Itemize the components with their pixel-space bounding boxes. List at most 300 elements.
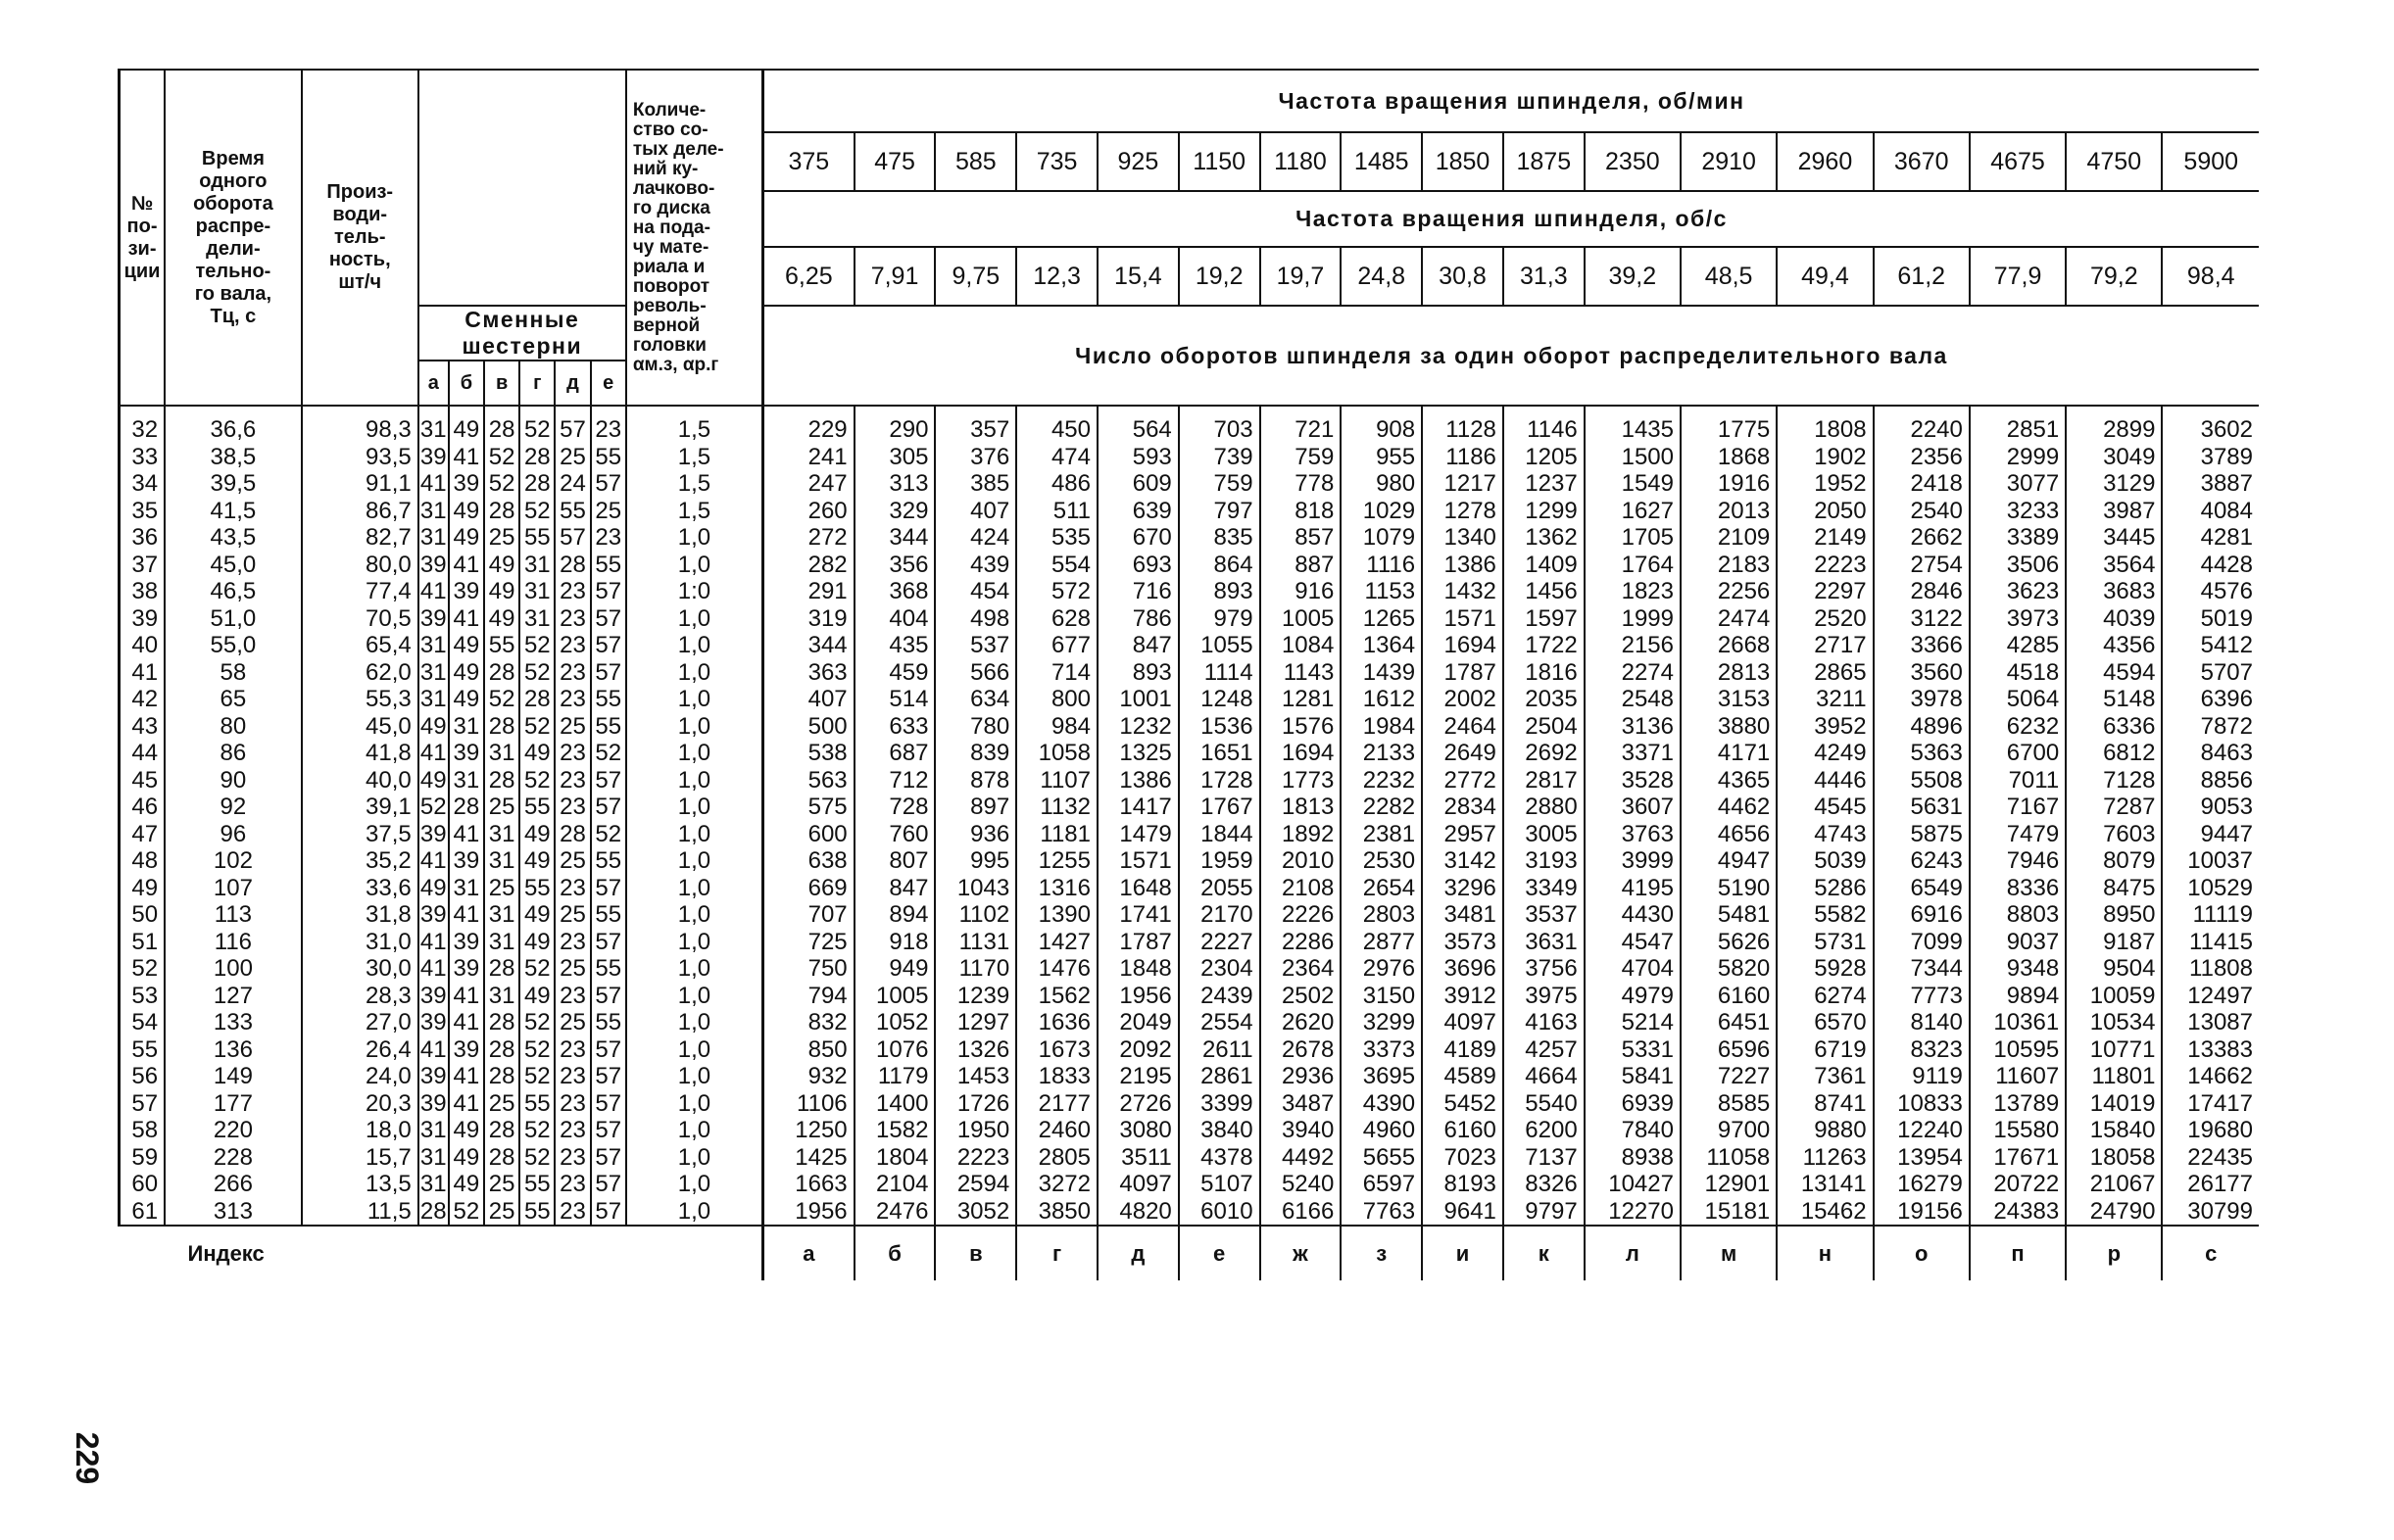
spindle-revs: 404 — [855, 605, 936, 633]
gear-teeth: 49 — [484, 578, 519, 605]
table-row — [120, 1198, 2260, 1227]
gear-teeth: 25 — [555, 444, 590, 471]
spindle-revs: 10037 — [2162, 847, 2259, 875]
spindle-revs: 4039 — [2066, 605, 2162, 633]
spindle-revs: 2662 — [1874, 524, 1970, 552]
spindle-revs: 6451 — [1681, 1009, 1777, 1036]
position-no: 38 — [120, 578, 166, 605]
spindle-revs: 11808 — [2162, 955, 2259, 983]
spindle-revs: 272 — [763, 524, 855, 552]
spindle-revs: 1143 — [1260, 659, 1342, 687]
gear-teeth: 57 — [591, 929, 626, 956]
spindle-revs: 1868 — [1681, 444, 1777, 471]
gear-teeth: 55 — [591, 847, 626, 875]
gear-teeth: 55 — [519, 875, 555, 902]
spindle-revs: 1576 — [1260, 713, 1342, 741]
spindle-revs: 759 — [1260, 444, 1342, 471]
index-letter: п — [1970, 1226, 2066, 1280]
spindle-revs: 857 — [1260, 524, 1342, 552]
cam-divisions: 1,0 — [626, 901, 763, 929]
spindle-revs: 4446 — [1777, 767, 1873, 794]
spindle-revs: 1052 — [855, 1009, 936, 1036]
spindle-revs: 7227 — [1681, 1063, 1777, 1090]
spindle-revs: 247 — [763, 470, 855, 498]
table-row — [120, 524, 2260, 552]
gear-teeth: 31 — [418, 659, 449, 687]
spindle-revs: 10534 — [2066, 1009, 2162, 1036]
spindle-revs: 609 — [1098, 470, 1179, 498]
gear-teeth: 28 — [484, 1063, 519, 1090]
spindle-revs: 2865 — [1777, 659, 1873, 687]
rps-value: 49,4 — [1777, 247, 1873, 306]
table-row — [120, 1171, 2260, 1198]
spindle-revs: 4492 — [1260, 1144, 1342, 1172]
position-no: 41 — [120, 659, 166, 687]
spindle-revs: 2304 — [1179, 955, 1260, 983]
spindle-revs: 9037 — [1970, 929, 2066, 956]
spindle-revs: 5731 — [1777, 929, 1873, 956]
spindle-revs: 535 — [1016, 524, 1098, 552]
gear-teeth: 23 — [555, 740, 590, 767]
spindle-revs: 2364 — [1260, 955, 1342, 983]
productivity: 77,4 — [302, 578, 418, 605]
spindle-revs: 6597 — [1341, 1171, 1422, 1198]
spindle-revs: 1043 — [935, 875, 1016, 902]
gear-teeth: 49 — [449, 406, 484, 444]
rps-value: 6,25 — [763, 247, 855, 306]
position-no: 42 — [120, 686, 166, 713]
spindle-revs: 12497 — [2162, 983, 2259, 1010]
gear-teeth: 55 — [519, 794, 555, 821]
gear-letter: в — [484, 361, 519, 406]
spindle-revs: 6166 — [1260, 1198, 1342, 1227]
header-rps-title: Частота вращения шпинделя, об/с — [763, 191, 2259, 247]
spindle-revs: 5631 — [1874, 794, 1970, 821]
gear-teeth: 52 — [418, 794, 449, 821]
spindle-revs: 18058 — [2066, 1144, 2162, 1172]
position-no: 47 — [120, 821, 166, 848]
rps-value: 48,5 — [1681, 247, 1777, 306]
gear-teeth: 23 — [591, 406, 626, 444]
spindle-revs: 8475 — [2066, 875, 2162, 902]
cycle-time: 58 — [165, 659, 302, 687]
spindle-revs: 2817 — [1503, 767, 1585, 794]
spindle-revs: 3366 — [1874, 632, 1970, 659]
spindle-revs: 2530 — [1341, 847, 1422, 875]
spindle-revs: 1435 — [1585, 406, 1681, 444]
cycle-time: 36,6 — [165, 406, 302, 444]
spindle-revs: 984 — [1016, 713, 1098, 741]
header-productivity: Произ- води- тель- ность, шт/ч — [302, 70, 418, 406]
index-letter: а — [763, 1226, 855, 1280]
cycle-time: 100 — [165, 955, 302, 983]
gear-teeth: 57 — [591, 659, 626, 687]
spindle-revs: 3445 — [2066, 524, 2162, 552]
spindle-revs: 638 — [763, 847, 855, 875]
spindle-revs: 2649 — [1422, 740, 1503, 767]
spindle-revs: 1694 — [1260, 740, 1342, 767]
cam-divisions: 1,0 — [626, 1198, 763, 1227]
spindle-revs: 887 — [1260, 552, 1342, 579]
cam-divisions: 1,0 — [626, 847, 763, 875]
gear-teeth: 28 — [555, 821, 590, 848]
gear-teeth: 25 — [484, 875, 519, 902]
spindle-revs: 6812 — [2066, 740, 2162, 767]
spindle-revs: 800 — [1016, 686, 1098, 713]
spindle-revs: 6243 — [1874, 847, 1970, 875]
cam-divisions: 1,0 — [626, 983, 763, 1010]
table-row — [120, 578, 2260, 605]
spindle-revs: 260 — [763, 498, 855, 525]
gear-teeth: 55 — [591, 901, 626, 929]
rpm-value: 3670 — [1874, 132, 1970, 191]
spindle-revs: 2013 — [1681, 498, 1777, 525]
spindle-revs: 17671 — [1970, 1144, 2066, 1172]
gear-teeth: 23 — [555, 1198, 590, 1227]
gear-teeth: 55 — [591, 444, 626, 471]
position-no: 48 — [120, 847, 166, 875]
spindle-revs: 21067 — [2066, 1171, 2162, 1198]
spindle-revs: 1673 — [1016, 1036, 1098, 1064]
gear-teeth: 41 — [418, 955, 449, 983]
spindle-revs: 3975 — [1503, 983, 1585, 1010]
gear-teeth: 23 — [555, 1117, 590, 1144]
cam-divisions: 1,0 — [626, 1036, 763, 1064]
spindle-revs: 2092 — [1098, 1036, 1179, 1064]
gear-teeth: 28 — [484, 1009, 519, 1036]
spindle-revs: 3952 — [1777, 713, 1873, 741]
spindle-revs: 1848 — [1098, 955, 1179, 983]
spindle-revs: 1787 — [1422, 659, 1503, 687]
spindle-revs: 5626 — [1681, 929, 1777, 956]
spindle-revs: 3999 — [1585, 847, 1681, 875]
spindle-revs: 6396 — [2162, 686, 2259, 713]
spindle-revs: 9894 — [1970, 983, 2066, 1010]
spindle-revs: 2554 — [1179, 1009, 1260, 1036]
cam-divisions: 1,5 — [626, 498, 763, 525]
productivity: 93,5 — [302, 444, 418, 471]
spindle-revs: 2149 — [1777, 524, 1873, 552]
spindle-revs: 11801 — [2066, 1063, 2162, 1090]
spindle-revs: 7167 — [1970, 794, 2066, 821]
position-no: 46 — [120, 794, 166, 821]
gear-teeth: 49 — [519, 929, 555, 956]
position-no: 36 — [120, 524, 166, 552]
spindle-revs: 6160 — [1422, 1117, 1503, 1144]
reference-table — [118, 69, 2259, 1280]
position-no: 56 — [120, 1063, 166, 1090]
index-letter: в — [935, 1226, 1016, 1280]
spindle-revs: 357 — [935, 406, 1016, 444]
position-no: 59 — [120, 1144, 166, 1172]
gear-teeth: 41 — [449, 1090, 484, 1118]
spindle-revs: 9504 — [2066, 955, 2162, 983]
spindle-revs: 537 — [935, 632, 1016, 659]
cam-divisions: 1,0 — [626, 955, 763, 983]
cam-divisions: 1,5 — [626, 470, 763, 498]
productivity: 65,4 — [302, 632, 418, 659]
spindle-revs: 1232 — [1098, 713, 1179, 741]
rpm-value: 585 — [935, 132, 1016, 191]
spindle-revs: 4820 — [1098, 1198, 1179, 1227]
table-row — [120, 686, 2260, 713]
spindle-revs: 7099 — [1874, 929, 1970, 956]
spindle-revs: 1773 — [1260, 767, 1342, 794]
spindle-revs: 6570 — [1777, 1009, 1873, 1036]
gear-teeth: 31 — [519, 578, 555, 605]
spindle-revs: 1316 — [1016, 875, 1098, 902]
spindle-revs: 1278 — [1422, 498, 1503, 525]
gear-teeth: 52 — [519, 1036, 555, 1064]
spindle-revs: 2109 — [1681, 524, 1777, 552]
spindle-revs: 1114 — [1179, 659, 1260, 687]
gear-teeth: 23 — [555, 875, 590, 902]
gear-teeth: 28 — [484, 1036, 519, 1064]
gear-teeth: 31 — [484, 740, 519, 767]
gear-teeth: 41 — [449, 983, 484, 1010]
spindle-revs: 2177 — [1016, 1090, 1098, 1118]
gear-teeth: 41 — [449, 605, 484, 633]
spindle-revs: 19680 — [2162, 1117, 2259, 1144]
rps-value: 79,2 — [2066, 247, 2162, 306]
spindle-revs: 3560 — [1874, 659, 1970, 687]
spindle-revs: 1816 — [1503, 659, 1585, 687]
gear-teeth: 55 — [591, 1009, 626, 1036]
spindle-revs: 1265 — [1341, 605, 1422, 633]
gear-teeth: 49 — [519, 740, 555, 767]
rps-value: 31,3 — [1503, 247, 1585, 306]
spindle-revs: 1663 — [763, 1171, 855, 1198]
spindle-revs: 5039 — [1777, 847, 1873, 875]
gear-teeth: 49 — [484, 552, 519, 579]
rpm-value: 1485 — [1341, 132, 1422, 191]
spindle-revs: 1741 — [1098, 901, 1179, 929]
gear-teeth: 49 — [519, 983, 555, 1010]
spindle-revs: 3763 — [1585, 821, 1681, 848]
gear-teeth: 28 — [519, 470, 555, 498]
rpm-value: 2960 — [1777, 132, 1873, 191]
productivity: 24,0 — [302, 1063, 418, 1090]
cycle-time: 55,0 — [165, 632, 302, 659]
spindle-revs: 7479 — [1970, 821, 2066, 848]
gear-teeth: 25 — [555, 955, 590, 983]
gear-teeth: 52 — [591, 740, 626, 767]
spindle-revs: 15462 — [1777, 1198, 1873, 1227]
spindle-revs: 936 — [935, 821, 1016, 848]
gear-teeth: 52 — [519, 659, 555, 687]
spindle-revs: 511 — [1016, 498, 1098, 525]
spindle-revs: 459 — [855, 659, 936, 687]
spindle-revs: 1297 — [935, 1009, 1016, 1036]
spindle-revs: 9187 — [2066, 929, 2162, 956]
spindle-revs: 2540 — [1874, 498, 1970, 525]
rps-value: 39,2 — [1585, 247, 1681, 306]
spindle-revs: 778 — [1260, 470, 1342, 498]
spindle-revs: 4365 — [1681, 767, 1777, 794]
cam-divisions: 1,0 — [626, 713, 763, 741]
spindle-revs: 3789 — [2162, 444, 2259, 471]
cam-divisions: 1,0 — [626, 821, 763, 848]
cam-divisions: 1,0 — [626, 686, 763, 713]
spindle-revs: 4097 — [1098, 1171, 1179, 1198]
spindle-revs: 1005 — [1260, 605, 1342, 633]
spindle-revs: 1409 — [1503, 552, 1585, 579]
spindle-revs: 3940 — [1260, 1117, 1342, 1144]
gear-teeth: 23 — [555, 983, 590, 1010]
gear-teeth: 25 — [555, 1009, 590, 1036]
spindle-revs: 2104 — [855, 1171, 936, 1198]
cam-divisions: 1,0 — [626, 1117, 763, 1144]
gear-teeth: 49 — [519, 847, 555, 875]
spindle-revs: 4462 — [1681, 794, 1777, 821]
spindle-revs: 2240 — [1874, 406, 1970, 444]
spindle-revs: 3528 — [1585, 767, 1681, 794]
spindle-revs: 11607 — [1970, 1063, 2066, 1090]
spindle-revs: 1956 — [763, 1198, 855, 1227]
spindle-revs: 2504 — [1503, 713, 1585, 741]
position-no: 60 — [120, 1171, 166, 1198]
spindle-revs: 759 — [1179, 470, 1260, 498]
spindle-revs: 995 — [935, 847, 1016, 875]
gear-teeth: 28 — [555, 552, 590, 579]
rpm-value: 5900 — [2162, 132, 2259, 191]
cycle-time: 228 — [165, 1144, 302, 1172]
spindle-revs: 10595 — [1970, 1036, 2066, 1064]
spindle-revs: 1128 — [1422, 406, 1503, 444]
gear-teeth: 23 — [555, 1063, 590, 1090]
spindle-revs: 1248 — [1179, 686, 1260, 713]
spindle-revs: 7287 — [2066, 794, 2162, 821]
cycle-time: 43,5 — [165, 524, 302, 552]
spindle-revs: 5707 — [2162, 659, 2259, 687]
spindle-revs: 600 — [763, 821, 855, 848]
index-letter: н — [1777, 1226, 1873, 1280]
spindle-revs: 3122 — [1874, 605, 1970, 633]
spindle-revs: 6232 — [1970, 713, 2066, 741]
gear-teeth: 28 — [519, 444, 555, 471]
spindle-revs: 4430 — [1585, 901, 1681, 929]
spindle-revs: 2654 — [1341, 875, 1422, 902]
spindle-revs: 4594 — [2066, 659, 2162, 687]
table-row — [120, 929, 2260, 956]
productivity: 41,8 — [302, 740, 418, 767]
spindle-revs: 4163 — [1503, 1009, 1585, 1036]
spindle-revs: 3389 — [1970, 524, 2066, 552]
gear-teeth: 52 — [484, 470, 519, 498]
spindle-revs: 6274 — [1777, 983, 1873, 1010]
spindle-revs: 1902 — [1777, 444, 1873, 471]
spindle-revs: 721 — [1260, 406, 1342, 444]
spindle-revs: 7872 — [2162, 713, 2259, 741]
spindle-revs: 3511 — [1098, 1144, 1179, 1172]
position-no: 55 — [120, 1036, 166, 1064]
table-row — [120, 875, 2260, 902]
index-label: Индекс — [187, 1240, 265, 1266]
spindle-revs: 639 — [1098, 498, 1179, 525]
gear-teeth: 52 — [519, 1009, 555, 1036]
rpm-value: 1150 — [1179, 132, 1260, 191]
spindle-revs: 2877 — [1341, 929, 1422, 956]
spindle-revs: 8585 — [1681, 1090, 1777, 1118]
spindle-revs: 1146 — [1503, 406, 1585, 444]
spindle-revs: 1439 — [1341, 659, 1422, 687]
gear-teeth: 39 — [449, 955, 484, 983]
gear-teeth: 23 — [555, 794, 590, 821]
spindle-revs: 4518 — [1970, 659, 2066, 687]
spindle-revs: 2594 — [935, 1171, 1016, 1198]
table-row — [120, 1090, 2260, 1118]
spindle-revs: 2805 — [1016, 1144, 1098, 1172]
spindle-revs: 832 — [763, 1009, 855, 1036]
spindle-revs: 3912 — [1422, 983, 1503, 1010]
spindle-revs: 1425 — [763, 1144, 855, 1172]
spindle-revs: 376 — [935, 444, 1016, 471]
gear-teeth: 25 — [484, 794, 519, 821]
spindle-revs: 8323 — [1874, 1036, 1970, 1064]
productivity: 80,0 — [302, 552, 418, 579]
spindle-revs: 24383 — [1970, 1198, 2066, 1227]
gear-teeth: 49 — [519, 901, 555, 929]
gear-teeth: 57 — [555, 406, 590, 444]
spindle-revs: 1627 — [1585, 498, 1681, 525]
productivity: 18,0 — [302, 1117, 418, 1144]
rps-value: 19,7 — [1260, 247, 1342, 306]
spindle-revs: 2611 — [1179, 1036, 1260, 1064]
table-row — [120, 1009, 2260, 1036]
spindle-revs: 1326 — [935, 1036, 1016, 1064]
spindle-revs: 1956 — [1098, 983, 1179, 1010]
spindle-revs: 2899 — [2066, 406, 2162, 444]
spindle-revs: 8856 — [2162, 767, 2259, 794]
position-no: 45 — [120, 767, 166, 794]
productivity: 20,3 — [302, 1090, 418, 1118]
spindle-revs: 955 — [1341, 444, 1422, 471]
spindle-revs: 6549 — [1874, 875, 1970, 902]
spindle-revs: 24790 — [2066, 1198, 2162, 1227]
spindle-revs: 572 — [1016, 578, 1098, 605]
productivity: 55,3 — [302, 686, 418, 713]
gear-teeth: 23 — [555, 1144, 590, 1172]
spindle-revs: 439 — [935, 552, 1016, 579]
spindle-revs: 6939 — [1585, 1090, 1681, 1118]
spindle-revs: 4356 — [2066, 632, 2162, 659]
spindle-revs: 7773 — [1874, 983, 1970, 1010]
gear-teeth: 57 — [591, 605, 626, 633]
cycle-time: 113 — [165, 901, 302, 929]
gear-teeth: 49 — [449, 686, 484, 713]
spindle-revs: 407 — [763, 686, 855, 713]
table-row — [120, 552, 2260, 579]
spindle-revs: 3850 — [1016, 1198, 1098, 1227]
spindle-revs: 760 — [855, 821, 936, 848]
cam-divisions: 1,5 — [626, 444, 763, 471]
rpm-value: 1875 — [1503, 132, 1585, 191]
position-no: 37 — [120, 552, 166, 579]
cam-divisions: 1,0 — [626, 794, 763, 821]
productivity: 45,0 — [302, 713, 418, 741]
gear-teeth: 41 — [449, 552, 484, 579]
spindle-revs: 5363 — [1874, 740, 1970, 767]
spindle-revs: 8950 — [2066, 901, 2162, 929]
spindle-revs: 2274 — [1585, 659, 1681, 687]
spindle-revs: 1999 — [1585, 605, 1681, 633]
position-no: 61 — [120, 1198, 166, 1227]
gear-teeth: 31 — [418, 632, 449, 659]
spindle-revs: 2183 — [1681, 552, 1777, 579]
spindle-revs: 1648 — [1098, 875, 1179, 902]
cycle-time: 41,5 — [165, 498, 302, 525]
spindle-revs: 1107 — [1016, 767, 1098, 794]
